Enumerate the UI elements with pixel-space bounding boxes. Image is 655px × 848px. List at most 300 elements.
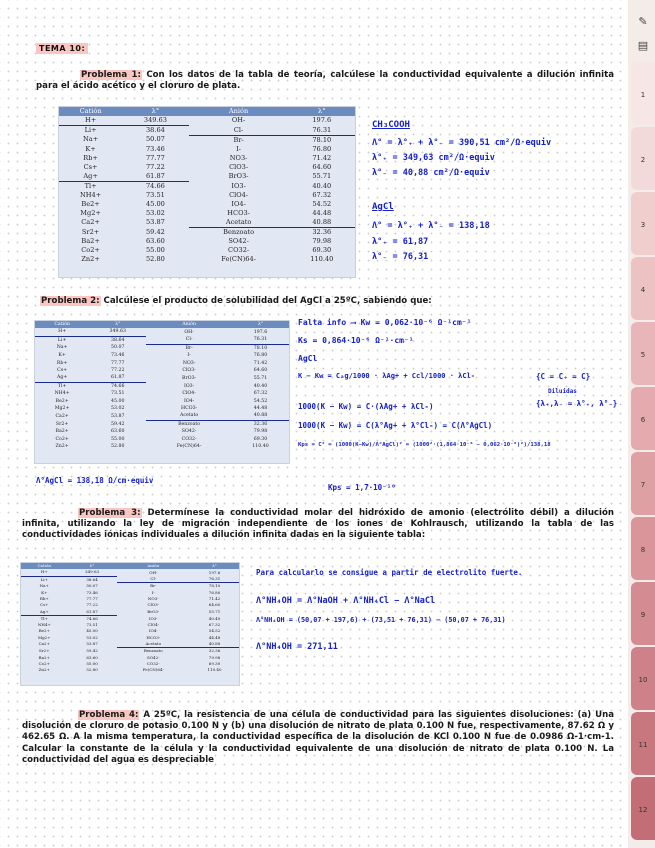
ion-table-cell: IO4-	[183, 398, 195, 404]
ion-table-cell: Br-	[150, 583, 157, 589]
ion-table-cell: Ag+	[59, 172, 122, 182]
ion-table-cell: IO4-	[148, 628, 158, 634]
ion-table-cell: Zn2+	[38, 667, 50, 673]
ion-table-row	[35, 436, 289, 443]
ion-table-cell: 74.66	[145, 181, 165, 190]
ion-table-cell: 55.71	[253, 375, 268, 381]
ion-table-cell: 55.00	[111, 436, 125, 442]
ion-table-cell: 77.77	[86, 595, 98, 601]
ion-table-row	[59, 116, 355, 126]
ion-table-cell: 71.42	[312, 153, 332, 162]
ion-table-cell: Tl+	[57, 383, 67, 389]
section-tab-4[interactable]	[631, 257, 655, 320]
page-list-icon[interactable]: ▤	[637, 39, 649, 52]
ion-table-cell: Br-	[233, 135, 244, 144]
ion-table-cell: Acetato	[189, 218, 289, 228]
ion-table-cell: 76.80	[208, 589, 221, 595]
ion-table-cell: K+	[58, 353, 66, 359]
ion-table-cell: Na+	[82, 135, 99, 144]
section-tab-label: 3	[640, 220, 646, 229]
ion-table-cell: 44.48	[208, 634, 221, 640]
ion-table-row	[59, 237, 355, 246]
ion-table-cell: 59.42	[111, 421, 125, 427]
problem-2	[40, 296, 600, 307]
section-tab-label: 12	[638, 805, 648, 814]
problem-4	[22, 710, 614, 766]
ion-table-cell: 52.80	[145, 255, 165, 264]
problem-1-text: Con los datos de la tabla de teoría, calcúlese la conductividad equivalente a dilución infinita para el ácido acético y el cloruro de plata.	[36, 70, 614, 92]
ion-table-cell: I-	[236, 144, 242, 153]
ion-table-row	[59, 181, 355, 191]
ion-table-cell: 53.02	[86, 634, 98, 640]
ion-table-cell: Ca2+	[38, 641, 50, 647]
note-p2-l6: Diluidas	[548, 388, 577, 395]
ion-table-cell: 40.88	[232, 412, 289, 420]
ion-table-row	[35, 405, 289, 412]
note-p2-l9: 1000(K − Kw) = C(λ°Ag+ + λ°Cl-) = C(Λ°AgCl)	[298, 421, 493, 430]
note-p3-l3: Λ°NH₄OH = (50,07 + 197,6) + (73,51 + 76,31) − (50,07 + 76,31)	[256, 616, 506, 624]
ion-table-cell: 78.10	[208, 583, 221, 589]
ion-table-cell: 64.60	[312, 162, 332, 171]
ion-table-row	[35, 344, 289, 352]
ion-table-row	[59, 246, 355, 255]
note-p1-head2: AgCl	[372, 202, 394, 212]
ion-table-row	[35, 352, 289, 359]
ion-table-header: Catión	[59, 107, 122, 116]
note-p2-l8: 1000(K − Kw) = C·(λAg+ + λCl-)	[298, 402, 434, 411]
ion-table-cell: NH4+	[37, 622, 51, 628]
ion-table-cell: Li+	[40, 576, 48, 582]
ion-table-cell: 197.6	[253, 329, 268, 335]
ion-table-cell: 73.46	[86, 589, 98, 595]
ion-table-cell: BrO3-	[182, 375, 197, 381]
ion-table-row	[35, 390, 289, 397]
ion-table-cell: 45.00	[111, 398, 125, 404]
note-p1-l1: Λ° = λ°₊ + λ°₋ = 390,51 cm²/Ω·equiv	[372, 138, 552, 148]
ion-table-cell: 59.42	[86, 648, 98, 654]
ion-table-cell: 55.71	[312, 172, 332, 181]
ion-table-cell: 67.32	[208, 622, 221, 628]
ion-table-cell: 59.42	[145, 227, 165, 236]
ion-table-cell: Ag+	[35, 374, 89, 382]
ion-table-cell: 76.80	[253, 353, 268, 359]
problem-2-title: Problema 2:	[41, 296, 100, 306]
ion-table-cell: Benzoato	[223, 228, 255, 237]
ion-table-row	[59, 228, 355, 238]
ion-table-cell: HCO3-	[181, 405, 198, 411]
ion-table-row	[59, 200, 355, 209]
ion-table-cell: 73.46	[145, 144, 165, 153]
problem-3-text: Determínese la conductividad molar del hidróxido de amonio (electrólito débil) a dilución infinita, utilizando la ley de migración independiente de los iones de Kohlrausch, utilizando la tabla de las conductividades iónicas individuales a dilución infinita dadas en la siguiente tabla:	[22, 508, 614, 541]
ion-table-cell: 63.60	[86, 654, 98, 660]
ion-table-cell: Acetato	[146, 412, 232, 420]
ion-table-cell: K+	[41, 589, 48, 595]
ion-table-cell: Fe(CN)64-	[142, 667, 164, 673]
ion-table-cell: IO3-	[148, 615, 158, 621]
ion-table-cell: Fe(CN)64-	[221, 255, 256, 264]
ion-table-cell: Ba2+	[55, 429, 69, 435]
ion-table-cell: 73.51	[145, 190, 165, 199]
ion-table-cell: 110.40	[252, 444, 269, 449]
ion-table-cell: CO32-	[181, 436, 197, 442]
problem-4-text: A 25ºC, la resistencia de una célula de conductividad para las siguientes disoluciones: (a) Una disolución de cloruro de potasio 0.100 N y (b) una disolución de nitrato de plata 0.100 N fue, respectivamente, 87.62 Ω y 462.65 Ω. A la misma temperatura, la conductividad específica de la disolución de KCl 0.100 N fue de 0.0986 Ω-1·cm-1. Calcular la constante de la célula y la conductividad equivalente de una disolución de nitrato de plata 0.100 N. La conductividad del agua es despreciable	[22, 710, 615, 765]
section-tab-label: 2	[640, 155, 646, 164]
section-tab-label: 6	[640, 415, 646, 424]
note-p1-l3: λ°₋ = 40,88 cm²/Ω·equiv	[372, 168, 490, 178]
section-tab-label: 8	[640, 545, 646, 554]
ion-table-cell: Ca2+	[55, 413, 69, 419]
ion-table-cell: Cs+	[40, 602, 49, 608]
note-p2-l10: Kps = C² = (1000(K−Kw)/Λ°AgCl)² = (1000²·(1,864·10⁻⁶ − 0,062·10⁻⁶)²)/138,18	[298, 442, 551, 448]
ion-table-row	[59, 255, 355, 264]
ion-table-row	[35, 398, 289, 405]
note-p1-l6: λ°₋ = 76,31	[372, 252, 429, 262]
ion-table-row	[35, 412, 289, 420]
section-tab-label: 9	[640, 610, 646, 619]
ion-table-cell: Co2+	[55, 436, 69, 442]
ion-table-3	[20, 562, 240, 686]
ion-table-row	[59, 163, 355, 172]
ion-table-cell: Be2+	[81, 199, 100, 208]
ion-table-cell: 77.22	[86, 602, 98, 608]
ion-table-cell: 77.22	[145, 162, 165, 171]
ion-table-header: Catión	[21, 563, 68, 569]
ion-table-row	[35, 328, 289, 336]
note-p2-l1: Falta info ⟶ Kw = 0,062·10⁻⁶ Ω⁻¹cm⁻¹	[298, 318, 472, 327]
ion-table-cell: Be2+	[38, 628, 50, 634]
note-p2-l4: K − Kw = Cₐg/1000 · λAg+ + Ccl/1000 · λCl-	[298, 372, 476, 380]
section-tab-label: 4	[640, 285, 646, 294]
ion-table-cell: Rb+	[39, 595, 49, 601]
ion-table-2-grid	[35, 321, 289, 450]
ion-table-cell: 76.80	[312, 144, 332, 153]
ion-table-cell: Mg2+	[80, 209, 101, 218]
ion-table-cell: NH4+	[54, 391, 70, 397]
ion-table-cell: 71.42	[253, 360, 268, 366]
ion-table-row	[21, 641, 239, 648]
ion-table-cell: 54.52	[253, 398, 268, 404]
ion-table-cell: IO3-	[231, 181, 246, 190]
section-tab-6[interactable]	[631, 387, 655, 450]
ion-table-row	[35, 443, 289, 450]
ion-table-cell: 79.98	[208, 654, 221, 660]
ion-table-cell: 349.63	[89, 328, 146, 336]
ion-table-row	[35, 367, 289, 374]
problem-3	[22, 508, 614, 542]
ion-table-cell: Benzoato	[178, 421, 201, 427]
note-p2-l7: {λ₊,λ₋ ≈ λ°₊, λ°₋}	[536, 399, 618, 408]
ion-table-row	[59, 209, 355, 218]
ion-table-cell: 77.22	[111, 367, 125, 373]
ion-table-cell: ClO4-	[229, 190, 249, 199]
section-tab-label: 5	[640, 350, 646, 359]
note-p1-head: CH₃COOH	[372, 120, 410, 130]
ion-table-row	[21, 667, 239, 673]
ion-table-cell: Ca2+	[81, 218, 100, 227]
ion-table-cell: 79.98	[253, 429, 268, 435]
ion-table-cell: Mg2+	[38, 634, 51, 640]
ion-table-cell: Br-	[185, 345, 193, 351]
ion-table-cell: ClO3-	[147, 602, 160, 608]
ion-table-row	[59, 172, 355, 182]
ion-table-cell: 53.87	[86, 641, 98, 647]
note-p2-l12: Λ°AgCl = 138,18 Ω/cm·equiv	[36, 476, 154, 485]
section-tab-3[interactable]	[631, 192, 655, 255]
ion-table-row	[21, 609, 239, 616]
ion-table-cell: ClO4-	[182, 391, 196, 397]
ion-table-cell: 50.07	[145, 135, 165, 144]
ion-table-cell: 45.00	[86, 628, 98, 634]
ion-table-cell: Fe(CN)64-	[176, 444, 202, 449]
ion-table-cell: IO3-	[183, 383, 195, 389]
ion-table-cell: 52.80	[86, 667, 98, 673]
note-p1-l4: Λ° = λ°₊ + λ°₋ = 138,18	[372, 221, 490, 231]
ion-table-cell: Cl-	[117, 576, 191, 583]
pen-icon[interactable]: ✎	[638, 15, 648, 28]
ion-table-cell: 71.42	[208, 595, 221, 601]
ion-table-cell: Sr2+	[39, 648, 50, 654]
ion-table-cell: 69.30	[208, 660, 221, 666]
ion-table-cell: 67.32	[312, 190, 332, 199]
note-p2-l5: {C = C₊ = C}	[536, 372, 591, 381]
ion-table-cell: NO3-	[182, 360, 196, 366]
ion-table-row	[35, 382, 289, 390]
ion-table-cell: 197.6	[312, 116, 332, 125]
ion-table-cell: Acetato	[117, 641, 191, 648]
section-tab-12[interactable]	[631, 777, 655, 840]
ion-table-cell: Co2+	[38, 660, 50, 666]
ion-table-cell: Ba2+	[38, 654, 50, 660]
ion-table-row	[59, 218, 355, 228]
note-p1-l5: λ°₊ = 61,87	[372, 237, 429, 247]
ion-table-cell: 40.40	[312, 181, 332, 190]
ion-table-cell: Cs+	[83, 162, 98, 171]
ion-table-header: Anión	[146, 321, 232, 328]
ion-table-cell: 54.52	[208, 628, 221, 634]
ion-table-cell: 73.51	[86, 622, 98, 628]
ion-table-header: λ°	[68, 563, 117, 569]
ion-table-cell: 40.40	[253, 383, 268, 389]
ion-table-cell: 69.30	[253, 436, 268, 442]
section-tab-10[interactable]	[631, 647, 655, 710]
ion-table-row	[35, 360, 289, 367]
ion-table-cell: OH-	[231, 116, 246, 125]
ion-table-cell: BrO3-	[147, 608, 160, 614]
ion-table-cell: Mg2+	[54, 405, 70, 411]
ion-table-cell: 69.30	[312, 246, 332, 255]
ion-table-cell: 77.77	[145, 153, 165, 162]
section-tab-11[interactable]	[631, 712, 655, 775]
ion-table-row	[21, 583, 239, 590]
ion-table-cell: 76.31	[190, 576, 239, 583]
ion-table-row	[59, 145, 355, 154]
ion-table-cell: 349.63	[68, 569, 117, 576]
problem-3-title: Problema 3:	[79, 508, 141, 518]
ion-table-cell: Na+	[56, 345, 68, 351]
ion-table-cell: SO42-	[228, 237, 249, 246]
note-p3-l4: Λ°NH₄OH = 271,11	[256, 642, 338, 652]
section-tab-label: 10	[638, 675, 648, 684]
ion-table-cell: K+	[85, 144, 96, 153]
ion-table-cell: 50.07	[86, 583, 98, 589]
ion-table-row	[35, 336, 289, 344]
section-tab-8[interactable]	[631, 517, 655, 580]
ion-table-cell: ClO3-	[182, 367, 196, 373]
problem-4-title: Problema 4:	[79, 710, 139, 720]
ion-table-header: λ°	[289, 107, 355, 116]
ion-table-cell: Co2+	[81, 246, 100, 255]
ion-table-header: λ°	[190, 563, 239, 569]
ion-table-cell: BrO3-	[228, 172, 249, 181]
ion-table-cell: SO42-	[147, 654, 160, 660]
ion-table-header: Catión	[35, 321, 89, 328]
ion-table-cell: Cl-	[189, 126, 289, 136]
ion-table-cell: 53.02	[145, 209, 165, 218]
ion-table-cell: 53.02	[111, 405, 125, 411]
ion-table-3-grid	[21, 563, 239, 674]
ion-table-row	[21, 615, 239, 622]
ion-table-cell: OH-	[149, 569, 158, 575]
ion-table-cell: H+	[59, 116, 122, 126]
ion-table-cell: Na+	[39, 583, 49, 589]
problem-1-title: Problema 1:	[81, 70, 141, 80]
ion-table-cell: Ba2+	[81, 237, 100, 246]
ion-table-cell: 40.88	[190, 641, 239, 648]
ion-table-cell: 53.87	[145, 218, 165, 227]
section-tab-9[interactable]	[631, 582, 655, 645]
ion-table-cell: Zn2+	[55, 444, 69, 449]
ion-table-cell: 44.48	[253, 405, 268, 411]
ion-table-cell: NH4+	[79, 190, 102, 199]
ion-table-cell: 110.40	[310, 255, 334, 264]
ion-table-row	[35, 428, 289, 435]
note-p2-l3: AgCl	[298, 354, 318, 363]
ion-table-cell: HCO3-	[146, 634, 161, 640]
ion-table-cell: ClO4-	[147, 622, 160, 628]
section-tab-1[interactable]	[631, 62, 655, 125]
ion-table-cell: 73.51	[111, 391, 125, 397]
ion-table-cell: SO42-	[181, 429, 197, 435]
ion-table-cell: H+	[35, 328, 89, 336]
ion-table-cell: 64.60	[208, 602, 221, 608]
ion-table-cell: Zn2+	[81, 255, 100, 264]
ion-table-row	[21, 576, 239, 583]
ion-table-cell: 55.71	[208, 608, 221, 614]
ion-table-cell: 40.40	[208, 615, 221, 621]
ion-table-2	[34, 320, 290, 464]
ion-table-cell: H+	[21, 569, 68, 576]
ion-table-cell: 55.00	[86, 660, 98, 666]
ion-table-cell: Be2+	[55, 398, 69, 404]
ion-table-cell: 349.63	[122, 116, 188, 126]
section-tab-7[interactable]	[631, 452, 655, 515]
ion-table-cell: Ag+	[21, 609, 68, 616]
ion-table-cell: 32.36	[312, 228, 332, 237]
note-p1-l2: λ°₊ = 349,63 cm²/Ω·equiv	[372, 153, 495, 163]
ion-table-cell: 110.40	[207, 667, 222, 673]
ion-table-cell: Sr2+	[55, 421, 69, 427]
ion-table-cell: NO3-	[229, 153, 248, 162]
ion-table-cell: 76.31	[232, 336, 289, 344]
ion-table-1	[58, 106, 356, 278]
ion-table-cell: 61.87	[68, 609, 117, 616]
ion-table-cell: 45.00	[145, 199, 165, 208]
ion-table-1-grid	[59, 107, 355, 264]
ion-table-cell: OH-	[184, 329, 194, 335]
section-tab-5[interactable]	[631, 322, 655, 385]
note-p2-l11: Kps = 1,7·10⁻¹⁰	[328, 483, 396, 492]
ion-table-cell: 50.07	[111, 345, 125, 351]
ion-table-cell: 44.48	[312, 209, 332, 218]
ion-table-cell: 78.10	[253, 345, 268, 351]
note-p3-l2: Λ°NH₄OH = Λ°NaOH + Λ°NH₄Cl − Λ°NaCl	[256, 596, 436, 606]
ion-table-cell: Li+	[84, 126, 97, 135]
ion-table-cell: 40.88	[289, 218, 355, 228]
ion-table-row	[59, 191, 355, 200]
ion-table-cell: CO32-	[228, 246, 250, 255]
note-p3-l1: Para calcularlo se consigue a partir de electrolito fuerte.	[256, 568, 523, 577]
ion-table-cell: 73.46	[111, 353, 125, 359]
ion-table-cell: 79.98	[312, 237, 332, 246]
ion-table-cell: 74.66	[86, 615, 98, 621]
ion-table-row	[35, 420, 289, 428]
ion-table-cell: 77.77	[111, 360, 125, 366]
ion-table-header: λ°	[89, 321, 146, 328]
section-tab-label: 11	[638, 740, 648, 749]
ion-table-cell: CO32-	[146, 660, 160, 666]
ion-table-cell: Cs+	[57, 367, 68, 373]
section-tab-label: 7	[640, 480, 646, 489]
ion-table-header: Anión	[117, 563, 191, 569]
ion-table-cell: HCO3-	[227, 209, 250, 218]
ion-table-row	[21, 569, 239, 576]
ion-table-cell: 64.60	[253, 367, 268, 373]
ion-table-cell: 74.66	[111, 383, 125, 389]
ion-table-cell: 55.00	[145, 246, 165, 255]
ion-table-cell: 67.32	[253, 391, 268, 397]
problem-1	[36, 70, 614, 92]
ion-table-cell: I-	[151, 589, 155, 595]
ion-table-row	[35, 374, 289, 382]
ion-table-cell: 197.6	[208, 569, 221, 575]
ion-table-cell: 63.60	[111, 429, 125, 435]
ion-table-cell: Cl-	[146, 336, 232, 344]
ion-table-row	[21, 648, 239, 655]
ion-table-cell: 32.36	[208, 648, 221, 654]
ion-table-cell: 38.64	[86, 576, 98, 582]
ion-table-cell: NO3-	[147, 595, 159, 601]
ion-table-cell: 53.87	[111, 413, 125, 419]
ion-table-cell: 38.64	[111, 337, 125, 343]
ion-table-cell: Li+	[57, 337, 67, 343]
ion-table-cell: 52.80	[111, 444, 125, 449]
ion-table-cell: Rb+	[56, 360, 68, 366]
ion-table-cell: 61.87	[122, 172, 188, 182]
problem-2-text: Calcúlese el producto de solubilidad del AgCl a 25ºC, sabiendo que:	[103, 296, 432, 306]
ion-table-cell: I-	[187, 353, 191, 359]
ion-table-row	[59, 126, 355, 136]
ion-table-cell: IO4-	[231, 199, 246, 208]
ion-table-cell: Tl+	[40, 615, 48, 621]
ion-table-header: λ°	[232, 321, 289, 328]
ion-table-cell: 54.52	[312, 199, 332, 208]
ion-table-cell: 78.10	[312, 135, 332, 144]
section-tab-label: 1	[640, 90, 646, 99]
ion-table-cell: Benzoato	[143, 648, 163, 654]
ion-table-row	[59, 135, 355, 145]
section-tab-2[interactable]	[631, 127, 655, 190]
ion-table-cell: Sr2+	[81, 227, 100, 236]
